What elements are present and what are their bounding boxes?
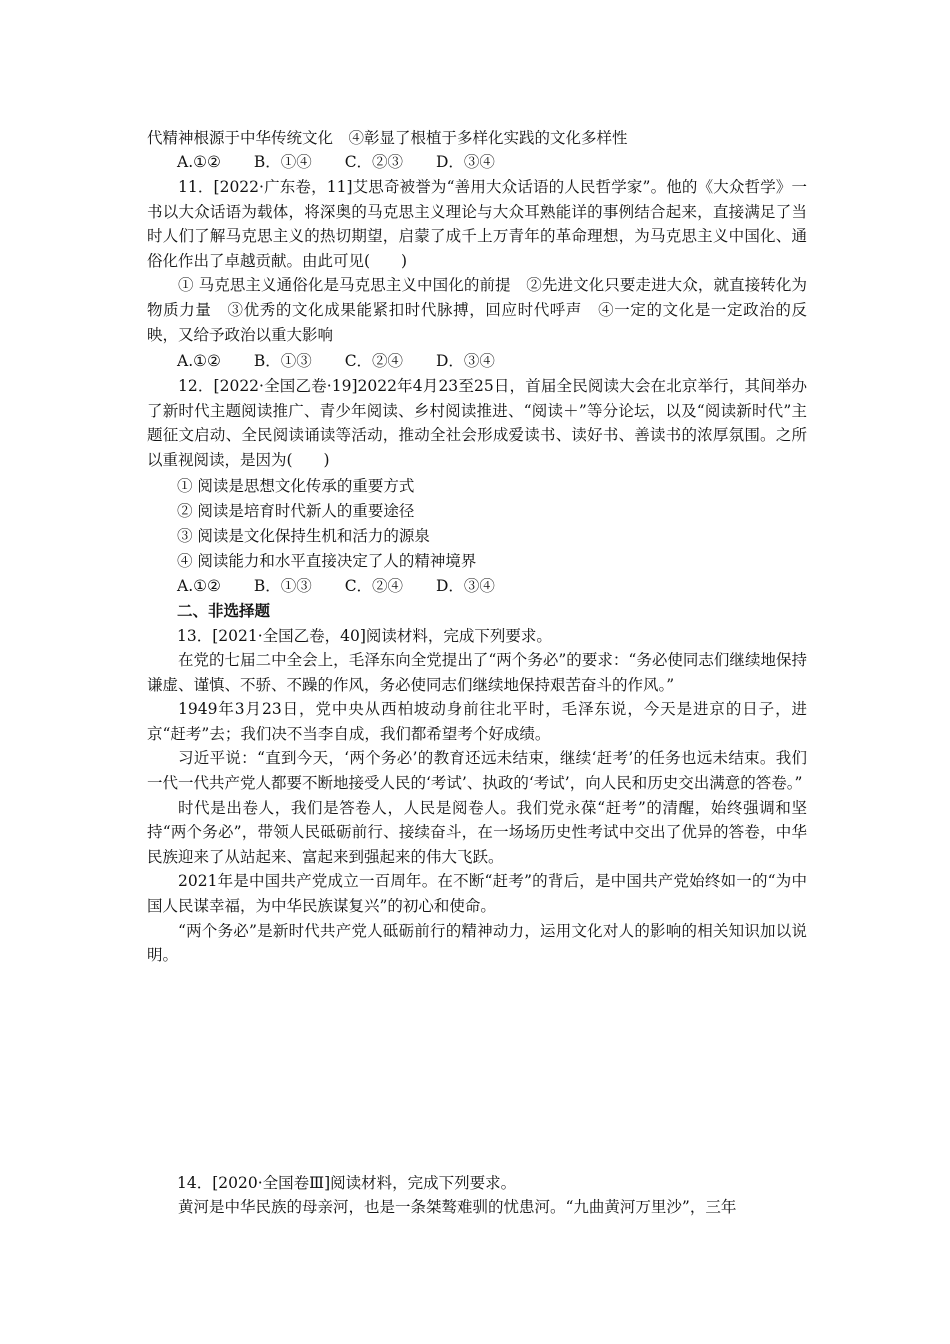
- q10-option-b: B．①④: [253, 153, 312, 171]
- q13-paragraph-1: 在党的七届二中全会上，毛泽东向全党提出了“两个务必”的要求：“务必使同志们继续地保持谦虚、谨慎、不骄、不躁的作风，务必使同志们继续地保持艰苦奋斗的作风。”: [147, 651, 807, 694]
- q12-options: [147, 574, 837, 598]
- q11-statements: ① 马克思主义通俗化是马克思主义中国化的前提 ②先进文化只要走进大众，就直接转化为物质力量 ③优秀的文化成果能紧扣时代脉搏，回应时代呼声 ④一定的文化是一定政治的反映，又给予政治以重大影响: [147, 276, 807, 344]
- q11-option-c: C．②④: [344, 352, 404, 370]
- q13-paragraph-5: 2021年是中国共产党成立一百周年。在不断“赶考”的背后，是中国共产党始终如一的“为中国人民谋幸福，为中华民族谋复兴”的初心和使命。: [147, 872, 807, 915]
- q12-option-b: B．①③: [253, 577, 312, 595]
- q12-option-d: D．③④: [436, 577, 495, 595]
- q12-stem: 12．[2022·全国乙卷·19]2022年4月23至25日，首届全民阅读大会在北京举行，其间举办了新时代主题阅读推广、青少年阅读、乡村阅读推进、“阅读＋”等分论坛，以及“阅读新时代”主题征文启动、全民阅读诵读等活动，推动全社会形成爱读书、读好书、善读书的浓厚氛围。之所以重视阅读，是因为( ): [147, 377, 807, 469]
- q10-option-d: D．③④: [436, 153, 495, 171]
- q14-paragraph-1: 黄河是中华民族的母亲河，也是一条桀骜难驯的忧患河。“九曲黄河万里沙”，三年: [178, 1198, 737, 1216]
- q12-statement-4: ④ 阅读能力和水平直接决定了人的精神境界: [177, 552, 477, 570]
- q10-tail-line: 代精神根源于中华传统文化 ④彰显了根植于多样化实践的文化多样性: [147, 129, 628, 147]
- q13-paragraph-4: 时代是出卷人，我们是答卷人，人民是阅卷人。我们党永葆“赶考”的清醒，始终强调和坚持“两个务必”，带领人民砥砺前行、接续奋斗，在一场场历史性考试中交出了优异的答卷，中华民族迎来了从站起来、富起来到强起来的伟大飞跃。: [147, 798, 807, 866]
- q13-material: [147, 648, 807, 968]
- q14-stem: 14．[2020·全国卷Ⅲ]阅读材料，完成下列要求。: [177, 1174, 517, 1192]
- q10-option-c: C．②③: [344, 153, 404, 171]
- q14-material: [147, 1195, 807, 1220]
- q10-options: [147, 150, 837, 174]
- q12-statement-1: ① 阅读是思想文化传承的重要方式: [177, 477, 415, 495]
- q12-statement-3: ③ 阅读是文化保持生机和活力的源泉: [177, 527, 430, 545]
- q13-paragraph-3: 习近平说：“直到今天，‘两个务必’的教育还远未结束，继续‘赶考’的任务也远未结束。我们一代一代共产党人都要不断地接受人民的‘考试’、执政的‘考试’，向人民和历史交出满意的答卷。”: [147, 749, 807, 792]
- q13-paragraph-2: 1949年3月23日，党中央从西柏坡动身前往北平时，毛泽东说，今天是进京的日子，进京“赶考”去；我们决不当李自成，我们都希望考个好成绩。: [147, 700, 807, 743]
- q10-option-a: A.①②: [177, 153, 221, 171]
- section-title-non-choice: 二、非选择题: [177, 601, 271, 620]
- q11-stem: 11．[2022·广东卷，11]艾思奇被誉为“善用大众话语的人民哲学家”。他的《大众哲学》一书以大众话语为载体，将深奥的马克思主义理论与大众耳熟能详的事例结合起来，直接满足了当时人们了解马克思主义的热切期望，启蒙了成千上万青年的革命理想，为马克思主义中国化、通俗化作出了卓越贡献。由此可见( ): [147, 178, 807, 270]
- q13-stem: 13．[2021·全国乙卷，40]阅读材料，完成下列要求。: [177, 627, 552, 645]
- q11-option-a: A.①②: [177, 352, 221, 370]
- q12-option-c: C．②④: [344, 577, 404, 595]
- q12-option-a: A.①②: [177, 577, 221, 595]
- q11-options: [147, 349, 837, 373]
- q11-option-b: B．①③: [253, 352, 312, 370]
- q12-block: [147, 374, 807, 472]
- q11-block: [147, 175, 807, 347]
- q12-statement-2: ② 阅读是培育时代新人的重要途径: [177, 502, 415, 520]
- q11-option-d: D．③④: [436, 352, 495, 370]
- q13-question: “两个务必”是新时代共产党人砥砺前行的精神动力，运用文化对人的影响的相关知识加以说明。: [147, 921, 807, 965]
